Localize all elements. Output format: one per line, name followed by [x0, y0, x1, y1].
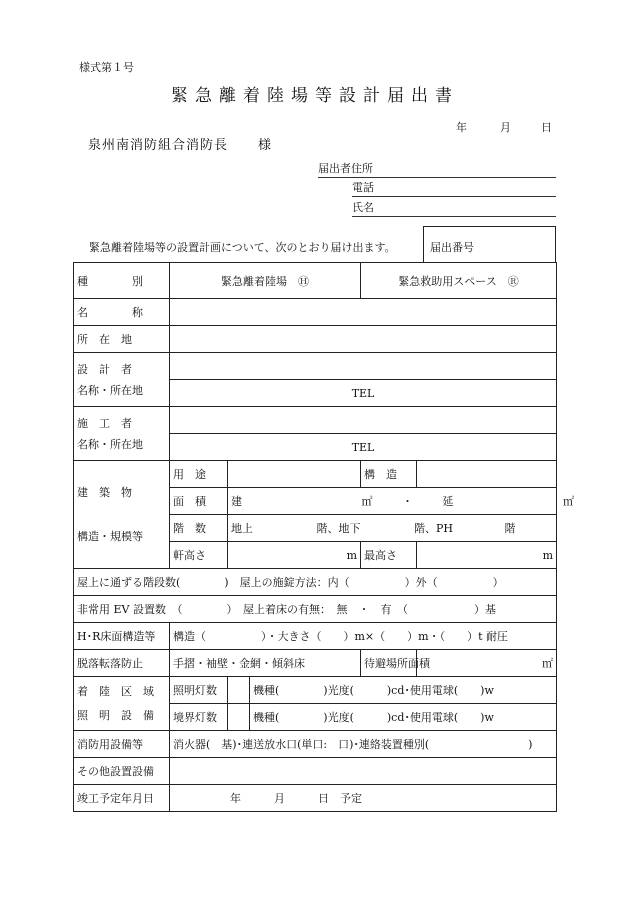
- designer-tel-field[interactable]: TEL: [170, 380, 557, 407]
- eave-label: 軒高さ: [170, 542, 228, 569]
- builder-name-field[interactable]: [170, 407, 557, 434]
- use-field[interactable]: [228, 461, 361, 488]
- landing-lighting-label: 着 陸 区 域 照 明 設 備: [74, 677, 170, 731]
- waiting-area-field[interactable]: ㎡: [417, 650, 557, 677]
- eave-field[interactable]: m: [228, 542, 361, 569]
- form-table: [73, 262, 574, 812]
- designer-label: 設 計 者 名称・所在地: [74, 353, 170, 407]
- submission-number-box[interactable]: [423, 226, 556, 262]
- max-height-label: 最高さ: [361, 542, 417, 569]
- completion-date-label: 竣工予定年月日: [74, 785, 170, 812]
- fall-prevention-label: 脱落転落防止: [74, 650, 170, 677]
- name-field[interactable]: [170, 299, 557, 326]
- boundary-light-count-label: 境界灯数: [170, 704, 228, 731]
- page-title: 緊急離着陸場等設計届出書: [171, 86, 459, 106]
- type-label: 種 別: [74, 263, 170, 299]
- use-label: 用 途: [170, 461, 228, 488]
- type-option-emergency-landing[interactable]: 緊急離着陸場 Ⓗ: [170, 263, 361, 299]
- boundary-light-spec-field[interactable]: 機種( )光度( )cd･使用電球( )w: [250, 704, 557, 731]
- waiting-area-label: 待避場所面積: [361, 650, 417, 677]
- hr-floor-label: H･R床面構造等: [74, 623, 170, 650]
- applicant-name-label: 氏名: [352, 201, 374, 214]
- date-year: 年: [456, 121, 467, 134]
- location-label: 所 在 地: [74, 326, 170, 353]
- date-month: 月: [500, 121, 511, 134]
- floodlight-spec-field[interactable]: 機種( )光度( )cd･使用電球( )w: [250, 677, 557, 704]
- applicant-address-field[interactable]: [318, 177, 556, 178]
- addressee-honorific: 様: [258, 138, 272, 153]
- max-height-field[interactable]: m: [417, 542, 557, 569]
- area-label: 面 積: [170, 488, 228, 515]
- builder-tel-field[interactable]: TEL: [170, 434, 557, 461]
- addressee: 泉州南消防組合消防長: [88, 138, 229, 153]
- boundary-light-count-field[interactable]: [228, 704, 250, 731]
- fire-equipment-label: 消防用設備等: [74, 731, 170, 758]
- other-equipment-field[interactable]: [170, 758, 557, 785]
- notice-row: [73, 226, 556, 262]
- floodlight-count-field[interactable]: [228, 677, 250, 704]
- name-label: 名 称: [74, 299, 170, 326]
- applicant-name-field[interactable]: [352, 216, 556, 217]
- building-label: 建 築 物 構造・規模等: [74, 461, 170, 569]
- floodlight-count-label: 照明灯数: [170, 677, 228, 704]
- roof-stairs-row[interactable]: 屋上に通ずる階段数( ) 屋上の施錠方法：内（ ）外（ ）: [74, 569, 557, 596]
- floors-field[interactable]: 地上 階、地下 階、PH 階: [228, 515, 557, 542]
- floors-label: 階 数: [170, 515, 228, 542]
- applicant-address-label: 届出者住所: [318, 162, 373, 175]
- hr-floor-field[interactable]: 構造（ ）・大きさ（ ）m×（ ）m・（ ）t 耐圧: [170, 623, 557, 650]
- fire-equipment-field[interactable]: 消火器( 基)･連送放水口(単口: 口)･連絡装置種別( ): [170, 731, 557, 758]
- structure-field[interactable]: [417, 461, 557, 488]
- builder-label: 施 工 者 名称・所在地: [74, 407, 170, 461]
- structure-label: 構 造: [361, 461, 417, 488]
- applicant-phone-label: 電話: [352, 181, 374, 194]
- fall-prevention-field[interactable]: 手摺・袖壁・金網・傾斜床: [170, 650, 361, 677]
- completion-date-field[interactable]: 年 月 日 予定: [170, 785, 557, 812]
- form-number: 様式第１号: [79, 61, 134, 74]
- area-field[interactable]: 建 ㎡ ・ 延 ㎡: [228, 488, 557, 515]
- type-option-rescue-space[interactable]: 緊急救助用スペース Ⓡ: [361, 263, 557, 299]
- notice-text: 緊急離着陸場等の設置計画について、次のとおり届け出ます。: [89, 241, 396, 254]
- date-day: 日: [541, 121, 552, 134]
- applicant-phone-field[interactable]: [352, 196, 556, 197]
- location-field[interactable]: [170, 326, 557, 353]
- emergency-ev-row[interactable]: 非常用 EV 設置数 （ ） 屋上着床の有無： 無 ・ 有 （ ）基: [74, 596, 557, 623]
- submission-number-label: 届出番号: [430, 241, 474, 254]
- other-equipment-label: その他設置設備: [74, 758, 170, 785]
- designer-name-field[interactable]: [170, 353, 557, 380]
